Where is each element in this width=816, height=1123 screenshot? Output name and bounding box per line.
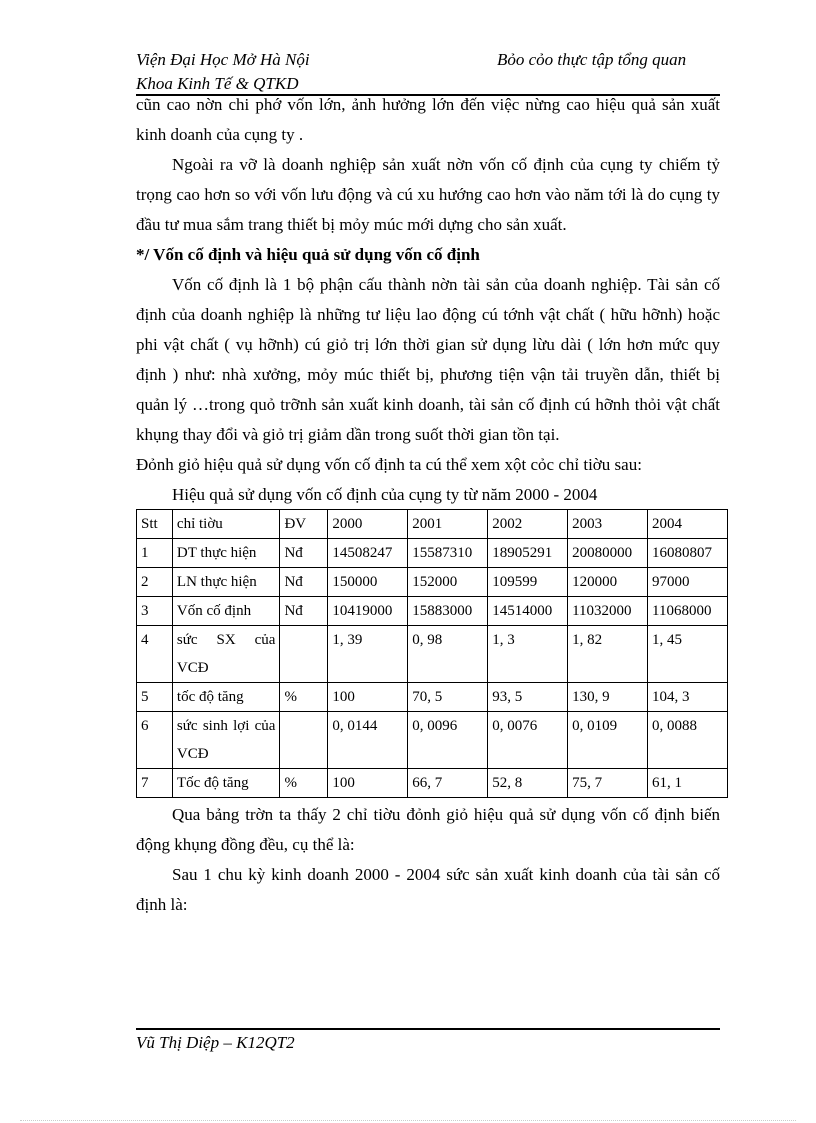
table-cell: 75, 7 bbox=[568, 769, 648, 798]
table-row bbox=[137, 597, 728, 626]
table-cell: 0, 0088 bbox=[648, 712, 728, 769]
header-faculty: Khoa Kinh Tế & QTKD bbox=[136, 74, 299, 93]
table-cell bbox=[280, 626, 328, 683]
table-cell: 52, 8 bbox=[488, 769, 568, 798]
table-cell: Nđ bbox=[280, 597, 328, 626]
table-cell: Nđ bbox=[280, 568, 328, 597]
efficiency-table bbox=[136, 509, 728, 798]
table-cell: 6 bbox=[137, 712, 173, 769]
page-header bbox=[136, 48, 720, 96]
table-cell: 5 bbox=[137, 683, 173, 712]
table-cell: 0, 0076 bbox=[488, 712, 568, 769]
table-cell: 14508247 bbox=[328, 539, 408, 568]
table-cell: 120000 bbox=[568, 568, 648, 597]
footer-author: Vũ Thị Diệp – K12QT2 bbox=[136, 1033, 295, 1052]
table-row bbox=[137, 712, 728, 769]
table-cell: Tốc độ tăng bbox=[172, 769, 280, 798]
table-cell: 1, 3 bbox=[488, 626, 568, 683]
table-cell: 11032000 bbox=[568, 597, 648, 626]
table-cell: 1 bbox=[137, 539, 173, 568]
table-cell: 93, 5 bbox=[488, 683, 568, 712]
table-cell: DT thực hiện bbox=[172, 539, 280, 568]
paragraph-table-analysis: Qua bảng trờn ta thấy 2 chỉ tiờu đỏnh giỏ hiệu quả sử dụng vốn cố định biến động khụng đồng đều, cụ thể là: bbox=[136, 805, 720, 854]
table-cell: 20080000 bbox=[568, 539, 648, 568]
table-cell: 152000 bbox=[408, 568, 488, 597]
table-cell: 3 bbox=[137, 597, 173, 626]
table-row bbox=[137, 626, 728, 683]
paragraph-indicators-intro: Đỏnh giỏ hiệu quả sử dụng vốn cố định ta cú thể xem xột cỏc chỉ tiờu sau: bbox=[136, 455, 642, 474]
table-row bbox=[137, 769, 728, 798]
page-bottom-edge bbox=[20, 1120, 796, 1121]
header-cell: 2004 bbox=[648, 510, 728, 539]
paragraph-fixed-capital-share: Ngoài ra vỡ là doanh nghiệp sản xuất nờn vốn cố định của cụng ty chiếm tỷ trọng cao hơn so với vốn lưu động và cú xu hướng cao hơn vào năm tới là do cụng ty đầu tư mua sắm trang thiết bị mỏy múc mới dựng cho sản xuất. bbox=[136, 155, 720, 234]
table-cell: 1, 45 bbox=[648, 626, 728, 683]
table-cell: 0, 98 bbox=[408, 626, 488, 683]
table-cell: 11068000 bbox=[648, 597, 728, 626]
table-cell: sức sinh lợi của VCĐ bbox=[172, 712, 280, 769]
table-cell: 15587310 bbox=[408, 539, 488, 568]
table-cell: 109599 bbox=[488, 568, 568, 597]
table-caption: Hiệu quả sử dụng vốn cố định của cụng ty từ năm 2000 - 2004 bbox=[172, 485, 598, 504]
table-row bbox=[137, 539, 728, 568]
table-cell: % bbox=[280, 769, 328, 798]
table-cell: 1, 82 bbox=[568, 626, 648, 683]
table-cell: 100 bbox=[328, 769, 408, 798]
header-cell: ĐV bbox=[280, 510, 328, 539]
table-cell: 104, 3 bbox=[648, 683, 728, 712]
table-cell bbox=[280, 712, 328, 769]
table-cell: tốc độ tăng bbox=[172, 683, 280, 712]
header-cell: chỉ tiờu bbox=[172, 510, 280, 539]
header-report-title: Bỏo cỏo thực tập tổng quan bbox=[497, 50, 687, 69]
table-cell: % bbox=[280, 683, 328, 712]
table-cell: 1, 39 bbox=[328, 626, 408, 683]
table-cell: 10419000 bbox=[328, 597, 408, 626]
table-row bbox=[137, 683, 728, 712]
paragraph-fixed-capital-definition: Vốn cố định là 1 bộ phận cấu thành nờn tài sản của doanh nghiệp. Tài sản cố định của doanh nghiệp là những tư liệu lao động cú tớnh vật chất ( hữu hỡnh) hoặc phi vật chất ( vụ hỡnh) cú giỏ trị lớn thời gian sử dụng lừu dài ( lớn hơn mức quy định ) như: nhà xưởng, mỏy múc thiết bị, phương tiện vận tải truyền dẫn, thiết bị quản lý …trong quỏ trỡnh sản xuất kinh doanh, tài sản cố định cú hỡnh thỏi vật chất khụng thay đổi và giỏ trị giảm dần trong suốt thời gian tồn tại. bbox=[136, 275, 720, 444]
header-cell: 2002 bbox=[488, 510, 568, 539]
table-cell: 4 bbox=[137, 626, 173, 683]
table-cell: 70, 5 bbox=[408, 683, 488, 712]
table-cell: 97000 bbox=[648, 568, 728, 597]
table-cell: Vốn cố định bbox=[172, 597, 280, 626]
table-cell: 0, 0144 bbox=[328, 712, 408, 769]
table-cell: 0, 0109 bbox=[568, 712, 648, 769]
table-cell: 16080807 bbox=[648, 539, 728, 568]
footer-divider bbox=[136, 1028, 720, 1030]
table-row bbox=[137, 568, 728, 597]
table-cell: 130, 9 bbox=[568, 683, 648, 712]
table-cell: 2 bbox=[137, 568, 173, 597]
table-cell: 15883000 bbox=[408, 597, 488, 626]
table-cell: 61, 1 bbox=[648, 769, 728, 798]
page-content bbox=[136, 90, 720, 920]
header-institute: Viện Đại Học Mở Hà Nội bbox=[136, 50, 310, 69]
table-cell: 18905291 bbox=[488, 539, 568, 568]
table-cell: LN thực hiện bbox=[172, 568, 280, 597]
paragraph-continued: cũn cao nờn chi phớ vốn lớn, ảnh hưởng lớn đến việc nừng cao hiệu quả sản xuất kinh doanh của cụng ty . bbox=[136, 95, 720, 144]
header-cell: 2000 bbox=[328, 510, 408, 539]
table-cell: 0, 0096 bbox=[408, 712, 488, 769]
table-cell: 7 bbox=[137, 769, 173, 798]
table-cell: Nđ bbox=[280, 539, 328, 568]
table-cell: 150000 bbox=[328, 568, 408, 597]
table-header-row bbox=[137, 510, 728, 539]
table-cell: sức SX của VCĐ bbox=[172, 626, 280, 683]
section-heading: */ Vốn cố định và hiệu quả sử dụng vốn cố định bbox=[136, 245, 480, 264]
header-cell: 2001 bbox=[408, 510, 488, 539]
header-cell: 2003 bbox=[568, 510, 648, 539]
header-cell: Stt bbox=[137, 510, 173, 539]
table-cell: 66, 7 bbox=[408, 769, 488, 798]
table-cell: 14514000 bbox=[488, 597, 568, 626]
table-cell: 100 bbox=[328, 683, 408, 712]
paragraph-cycle-summary: Sau 1 chu kỳ kinh doanh 2000 - 2004 sức sản xuất kinh doanh của tài sản cố định là: bbox=[136, 865, 720, 914]
